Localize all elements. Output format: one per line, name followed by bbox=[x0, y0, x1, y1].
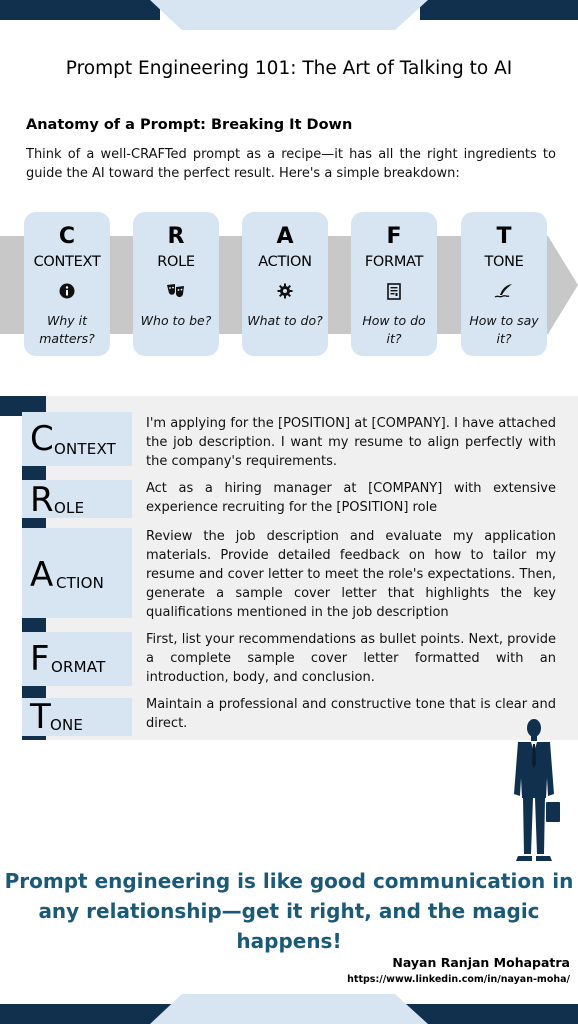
label-rest: OLE bbox=[54, 499, 85, 517]
bottom-decoration bbox=[0, 994, 578, 1024]
role-description: Act as a hiring manager at [COMPANY] with extensive experience recruiting for the [POSITION] role bbox=[146, 481, 556, 515]
card-word: ACTION bbox=[258, 254, 312, 270]
card-question: Why it matters? bbox=[39, 313, 95, 346]
craft-card-tone bbox=[461, 212, 547, 356]
card-question: What to do? bbox=[247, 313, 323, 328]
theater-masks-icon bbox=[133, 281, 219, 301]
craft-card-format bbox=[351, 212, 437, 356]
craft-label-tone bbox=[22, 698, 132, 736]
card-question: How to do it? bbox=[362, 313, 426, 346]
section-title: Anatomy of a Prompt: Breaking It Down bbox=[26, 117, 353, 133]
card-letter: F bbox=[386, 224, 402, 249]
card-letter: C bbox=[58, 224, 76, 249]
info-icon bbox=[24, 281, 110, 301]
craft-card-role bbox=[133, 212, 219, 356]
label-rest: ONTEXT bbox=[54, 440, 117, 458]
label-initial: C bbox=[30, 419, 54, 459]
author-name: Nayan Ranjan Mohapatra bbox=[392, 955, 570, 970]
card-word: FORMAT bbox=[364, 254, 424, 270]
craft-label-context bbox=[22, 412, 132, 466]
gear-icon bbox=[242, 281, 328, 301]
craft-label-format bbox=[22, 632, 132, 686]
top-decoration bbox=[0, 0, 578, 30]
label-initial: F bbox=[30, 639, 50, 679]
label-initial: R bbox=[30, 480, 54, 520]
tone-description: Maintain a professional and constructive tone that is clear and direct. bbox=[146, 697, 556, 731]
context-description: I'm applying for the [POSITION] at [COMPANY]. I have attached the job description. I want my resume to align perfectly with the company's requirements. bbox=[146, 416, 556, 469]
card-question: How to say it? bbox=[469, 313, 539, 346]
quote-line: Prompt engineering is like good communication in bbox=[4, 869, 574, 893]
intro-paragraph: Think of a well-CRAFTed prompt as a recipe—it has all the right ingredients to guide the AI toward the perfect result. Here's a simple breakdown: bbox=[26, 147, 556, 181]
craft-label-action bbox=[22, 528, 132, 618]
closing-quote bbox=[0, 866, 578, 956]
card-word: TONE bbox=[484, 254, 524, 270]
card-question: Who to be? bbox=[140, 313, 212, 328]
craft-label-role bbox=[22, 480, 132, 518]
label-initial: A bbox=[30, 555, 54, 595]
card-word: CONTEXT bbox=[33, 254, 101, 270]
businessman-illustration bbox=[504, 718, 564, 864]
label-rest: ONE bbox=[50, 716, 84, 734]
quote-line: any relationship—get it right, and the magic happens! bbox=[38, 899, 540, 953]
quill-pen-icon bbox=[461, 281, 547, 301]
card-letter: R bbox=[167, 224, 185, 249]
format-description: First, list your recommendations as bullet points. Next, provide a complete sample cover letter formatted with an introduction, body, and conclusion. bbox=[146, 632, 556, 685]
label-rest: ORMAT bbox=[51, 658, 106, 676]
card-letter: A bbox=[276, 224, 294, 249]
author-link[interactable]: https://www.linkedin.com/in/nayan-moha/ bbox=[347, 974, 570, 985]
craft-card-context bbox=[24, 212, 110, 356]
craft-card-action bbox=[242, 212, 328, 356]
document-icon bbox=[351, 281, 437, 301]
page-title: Prompt Engineering 101: The Art of Talking to AI bbox=[65, 58, 513, 79]
label-rest: CTION bbox=[56, 574, 105, 592]
action-description: Review the job description and evaluate my application materials. Provide detailed feedback on how to tailor my resume and cover letter to meet the role's expectations. Then, generate a sample cover letter that highlights the key qualifications mentioned in the job description bbox=[146, 529, 556, 620]
label-initial: T bbox=[30, 697, 51, 737]
card-letter: T bbox=[496, 224, 512, 249]
card-word: ROLE bbox=[157, 254, 195, 270]
